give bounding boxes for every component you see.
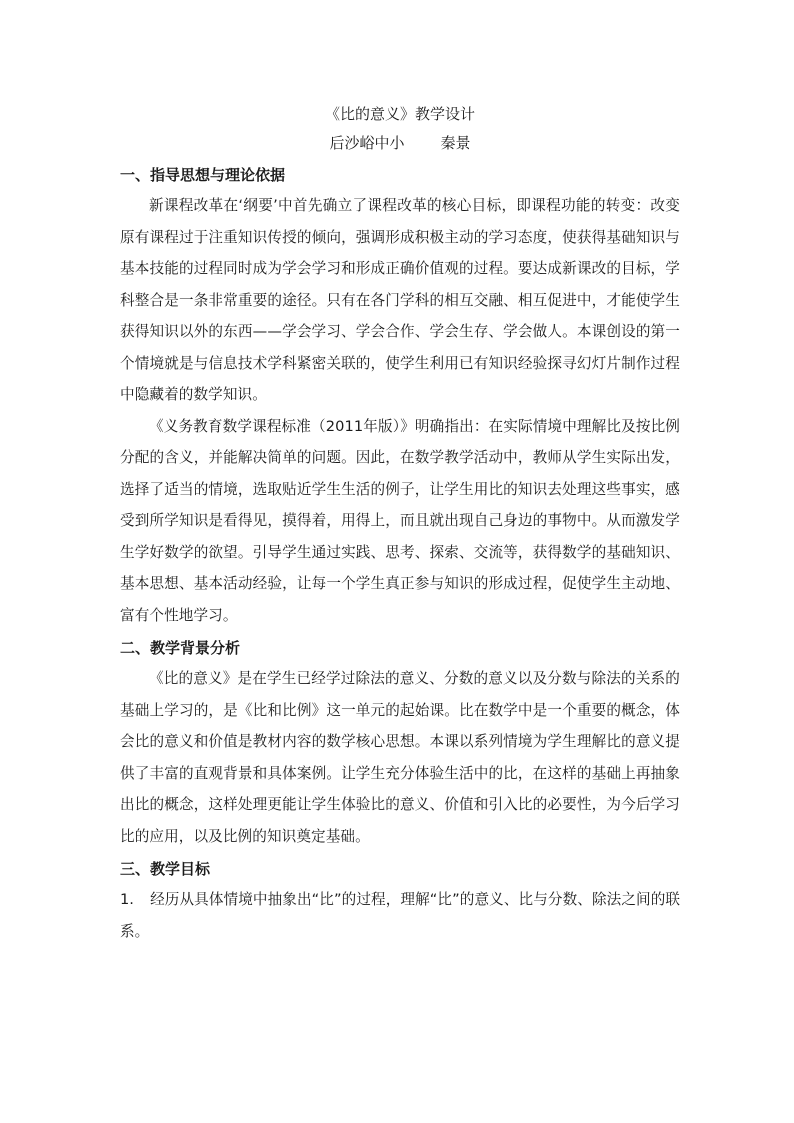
document-title: 《比的意义》教学设计 — [324, 105, 475, 123]
paragraph: 《义务教育数学课程标准（2011年版）》明确指出：在实际情境中理解比及按比例分配的含义，并能解决简单的问题。因此，在数学教学活动中，教师从学生实际出发，选择了适当的情境，选取贴近学生生活的例子，让学生用比的知识去处理这些事实，感受到所学知识是看得见，摸得着，用得上，而且就出现自己身边的事物中。从而激发学生学好数学的欲望。引导学生通过实践、思考、探索、交流等，获得数学的基础知识、基本思想、基本活动经验，让每一个学生真正参与知识的形成过程，促使学生主动地、富有个性地学习。 — [120, 417, 680, 624]
document-body — [120, 100, 680, 947]
list-item-number: 1. — [120, 891, 134, 908]
section-heading: 二、教学背景分析 — [120, 639, 241, 657]
list-item-text: 经历从具体情境中抽象出“比”的过程，理解“比”的意义、比与分数、除法之间的联系。 — [120, 891, 680, 940]
list-item — [120, 884, 680, 947]
author-school: 后沙峪中小 — [329, 134, 405, 152]
section-heading: 一、指导思想与理论依据 — [120, 166, 286, 184]
author-line — [120, 128, 680, 158]
section-heading: 三、教学目标 — [120, 860, 211, 878]
author-name: 秦景 — [440, 134, 471, 152]
paragraph: 新课程改革在‘纲要’中首先确立了课程改革的核心目标，即课程功能的转变：改变原有课程过于注重知识传授的倾向，强调形成积极主动的学习态度，使获得基础知识与基本技能的过程同时成为学会学习和形成正确价值观的过程。要达成新课改的目标，学科整合是一条非常重要的途径。只有在各门学科的相互交融、相互促进中，才能使学生获得知识以外的东西——学会学习、学会合作、学会生存、学会做人。本课创设的第一个情境就是与信息技术学科紧密关联的，使学生利用已有知识经验探寻幻灯片制作过程中隐藏着的数学知识。 — [120, 197, 680, 403]
paragraph: 《比的意义》是在学生已经学过除法的意义、分数的意义以及分数与除法的关系的基础上学习的，是《比和比例》这一单元的起始课。比在数学中是一个重要的概念，体会比的意义和价值是教材内容的数学核心思想。本课以系列情境为学生理解比的意义提供了丰富的直观背景和具体案例。让学生充分体验生活中的比，在这样的基础上再抽象出比的概念，这样处理更能让学生体验比的意义、价值和引入比的必要性，为今后学习比的应用，以及比例的知识奠定基础。 — [120, 670, 680, 845]
